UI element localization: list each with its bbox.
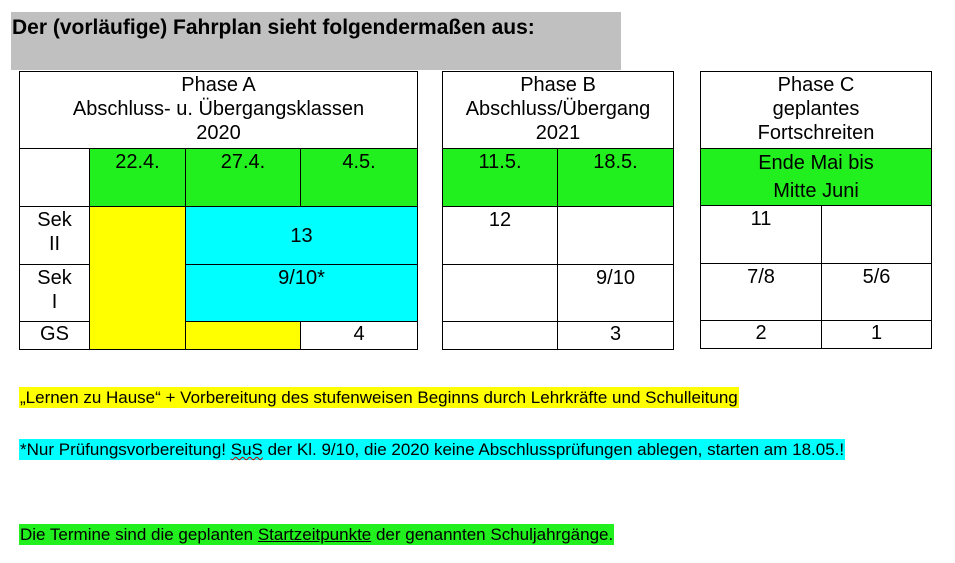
row-label-sek2-line2: II — [48, 233, 61, 255]
phase-a-corner-cell — [20, 149, 90, 207]
phase-b-subtitle: Abschluss/Übergang — [465, 98, 651, 120]
note-learning-at-home-text: „Lernen zu Hause“ + Vorbereitung des stufenweisen Beginns durch Lehrkräfte und Schulleitung — [20, 388, 738, 407]
page-heading: Der (vorläufige) Fahrplan sieht folgendermaßen aus: — [11, 12, 621, 70]
note3-part1: Die Termine sind die geplanten — [20, 525, 258, 544]
phase-b-year: 2021 — [535, 122, 581, 144]
phase-b-sek1-empty — [443, 265, 558, 322]
phase-a-sek2-cell: 13 — [186, 207, 418, 265]
phase-c-title: Phase C — [777, 74, 855, 96]
phase-b-header — [443, 72, 674, 149]
phase-b-sek2-cell: 12 — [443, 207, 558, 265]
phase-c-gs-left: 2 — [701, 321, 822, 349]
phase-a-header — [20, 72, 418, 149]
phase-c-sek1-left: 7/8 — [701, 264, 822, 321]
phase-a-yellow-block — [90, 207, 186, 350]
phase-c-subtitle-2: Fortschreiten — [757, 122, 875, 144]
note-exam-preparation — [19, 432, 914, 468]
note-start-dates-text — [19, 524, 614, 545]
phase-a-date-3: 4.5. — [301, 149, 418, 207]
phase-c-table — [700, 71, 932, 349]
phase-c-header — [701, 72, 932, 149]
row-label-sek1 — [20, 265, 90, 322]
phase-c-sek2-cell: 11 — [701, 206, 822, 264]
phase-b-date-1: 11.5. — [443, 149, 558, 207]
phase-a-subtitle: Abschluss- u. Übergangsklassen — [72, 98, 365, 120]
note-learning-at-home — [19, 386, 739, 410]
phase-a-gs-yellow — [186, 322, 301, 350]
note2-part2: der Kl. 9/10, die 2020 keine Abschlussprüfungen ablegen, starten am 18.05.! — [262, 440, 845, 459]
row-label-sek2 — [20, 207, 90, 265]
phase-b-date-2: 18.5. — [558, 149, 674, 207]
note2-sus: SuS — [230, 440, 263, 459]
row-label-sek1-line2: I — [51, 291, 58, 313]
phase-a-sek1-cell: 9/10* — [186, 265, 418, 322]
phase-c-date-line2: Mitte Juni — [773, 180, 859, 202]
phase-c-gs-right: 1 — [822, 321, 932, 349]
phase-b-gs-cell: 3 — [558, 322, 674, 350]
phase-c-sek1-right: 5/6 — [822, 264, 932, 321]
phase-a-title: Phase A — [181, 74, 256, 96]
phase-c-date-line1: Ende Mai bis — [758, 152, 874, 174]
phase-b-table — [442, 71, 674, 350]
note-start-dates — [19, 523, 614, 547]
phase-a-date-1: 22.4. — [90, 149, 186, 207]
phase-c-sek2-empty — [822, 206, 932, 264]
phase-b-sek2-empty — [558, 207, 674, 265]
phase-a-table — [19, 71, 418, 350]
note-exam-preparation-text — [19, 439, 845, 460]
phase-b-sek1-cell: 9/10 — [558, 265, 674, 322]
phase-b-title: Phase B — [520, 74, 596, 96]
note2-part1: *Nur Prüfungsvorbereitung! — [20, 440, 231, 459]
phase-a-date-2: 27.4. — [186, 149, 301, 207]
row-label-sek2-line1: Sek — [37, 209, 72, 231]
note3-start: Startzeitpunkte — [257, 525, 372, 544]
phase-b-gs-empty — [443, 322, 558, 350]
row-label-sek1-line1: Sek — [37, 267, 72, 289]
row-label-gs: GS — [20, 322, 90, 350]
phase-c-date-cell — [701, 149, 932, 206]
phase-a-gs-cell: 4 — [301, 322, 418, 350]
phase-a-year: 2020 — [196, 122, 241, 144]
note3-part2: der genannten Schuljahrgänge. — [371, 525, 614, 544]
phase-c-subtitle: geplantes — [772, 98, 860, 120]
